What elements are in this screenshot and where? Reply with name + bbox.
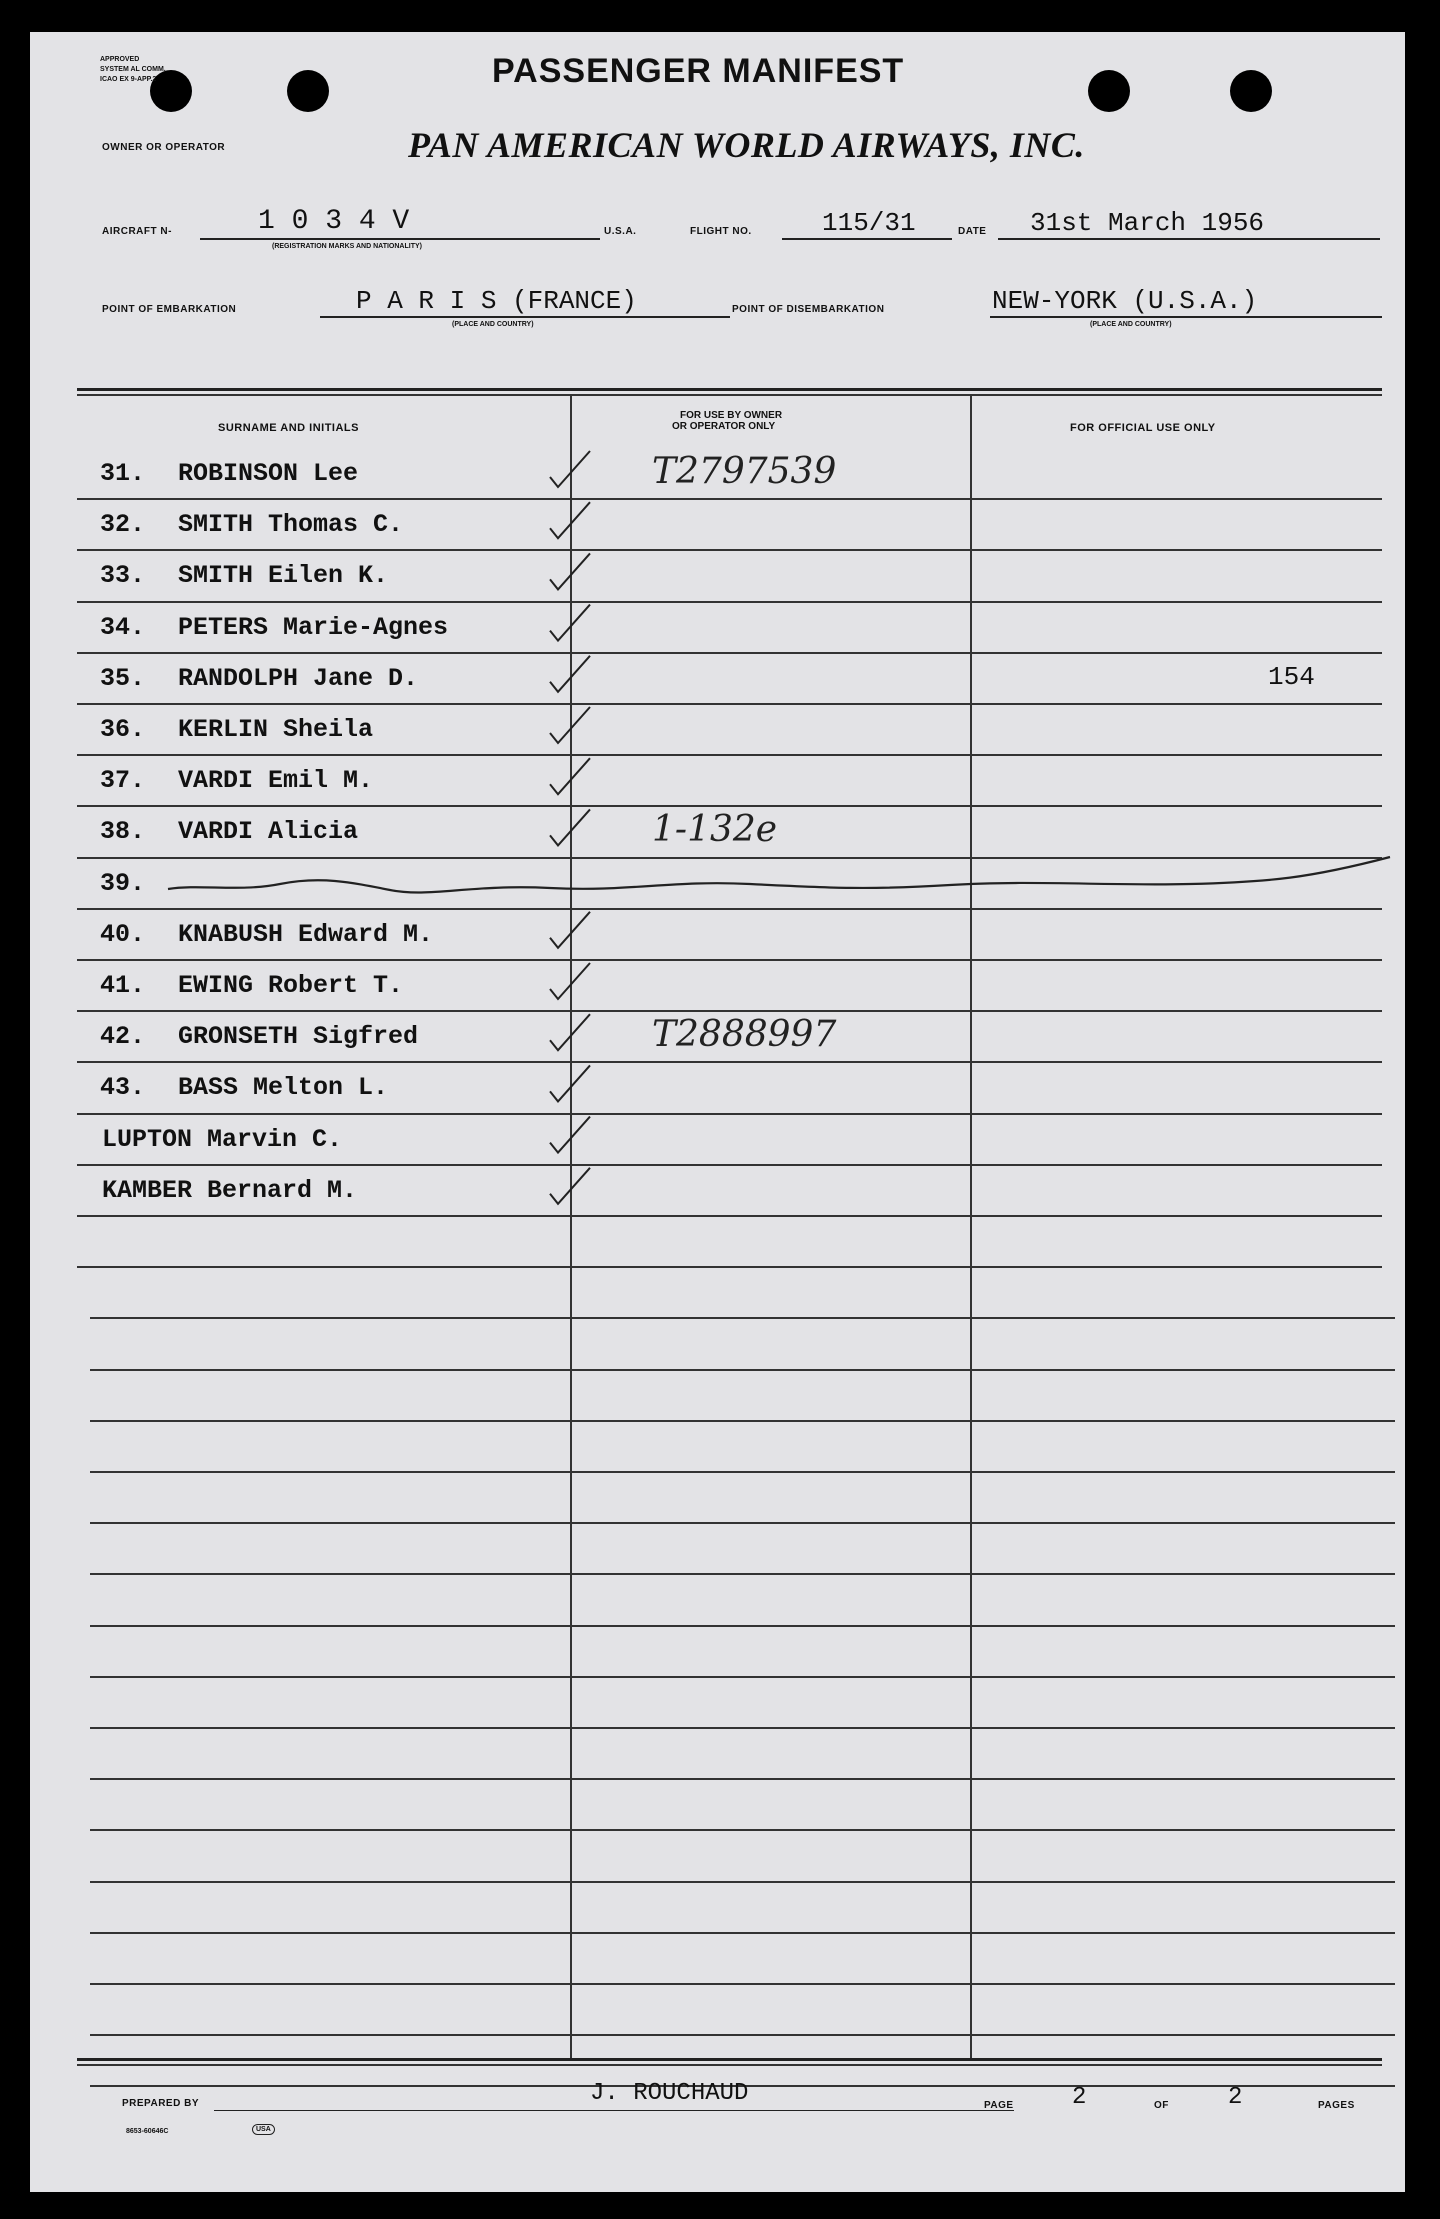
check-mark — [550, 1065, 590, 1101]
usa-stamp: USA — [252, 2124, 275, 2135]
row-number: 31. — [100, 459, 146, 488]
flight-value: 115/31 — [822, 208, 916, 238]
row-number: 34. — [100, 613, 146, 642]
check-mark — [550, 451, 590, 487]
prepared-label: PREPARED BY — [122, 2098, 199, 2109]
passenger-name: RANDOLPH Jane D. — [178, 664, 419, 693]
passenger-name: VARDI Alicia — [178, 817, 359, 846]
check-mark — [550, 1014, 590, 1050]
row-number: 39. — [100, 869, 146, 898]
disembark-label: POINT OF DISEMBARKATION — [732, 304, 885, 315]
check-mark — [550, 605, 590, 641]
passenger-name: BASS Melton L. — [178, 1073, 389, 1102]
owner-note: T2888997 — [652, 1014, 837, 1055]
passenger-name: LUPTON Marvin C. — [102, 1125, 343, 1154]
manifest-sheet — [30, 32, 1405, 2192]
pages-label: PAGES — [1318, 2100, 1355, 2111]
flight-label: FLIGHT NO. — [690, 226, 752, 237]
check-mark — [550, 656, 590, 692]
prepared-value: J. ROUCHAUD — [590, 2080, 749, 2107]
check-mark — [550, 809, 590, 845]
row-number: 36. — [100, 715, 146, 744]
check-mark — [550, 1117, 590, 1153]
passenger-name: EWING Robert T. — [178, 971, 404, 1000]
embark-value: P A R I S (FRANCE) — [356, 286, 637, 316]
approval-line: ICAO EX 9-APP.2 — [100, 76, 157, 83]
row-number: 35. — [100, 664, 146, 693]
passenger-name: VARDI Emil M. — [178, 766, 374, 795]
passenger-name: KERLIN Sheila — [178, 715, 374, 744]
owner-value: PAN AMERICAN WORLD AIRWAYS, INC. — [408, 125, 1085, 165]
row-number: 38. — [100, 817, 146, 846]
aircraft-value: 1 0 3 4 V — [258, 206, 410, 237]
page-value: 2 — [1072, 2084, 1087, 2111]
check-mark — [550, 707, 590, 743]
embark-label: POINT OF EMBARKATION — [102, 304, 237, 315]
passenger-name: GRONSETH Sigfred — [178, 1022, 419, 1051]
disembark-value: NEW-YORK (U.S.A.) — [992, 286, 1258, 316]
passenger-name: ROBINSON Lee — [178, 459, 359, 488]
aircraft-label: AIRCRAFT N- — [102, 226, 172, 237]
form-code: 8653-60646C — [126, 2128, 169, 2135]
passenger-name: SMITH Thomas C. — [178, 510, 404, 539]
col-header-official: FOR OFFICIAL USE ONLY — [1070, 422, 1216, 434]
check-marks — [30, 32, 1405, 2192]
approval-line: SYSTEM AL COMM. — [100, 66, 166, 73]
check-mark — [550, 1168, 590, 1204]
page-label: PAGE — [984, 2100, 1014, 2111]
of-label: OF — [1154, 2100, 1169, 2111]
owner-note: T2797539 — [652, 451, 837, 492]
passenger-name: PETERS Marie-Agnes — [178, 613, 449, 642]
passenger-name: KAMBER Bernard M. — [102, 1176, 358, 1205]
of-value: 2 — [1228, 2084, 1243, 2111]
passenger-name: SMITH Eilen K. — [178, 561, 389, 590]
col-header-owner: OR OPERATOR ONLY — [672, 421, 776, 432]
col-header-name: SURNAME AND INITIALS — [218, 422, 359, 434]
page-title: PASSENGER MANIFEST — [492, 52, 905, 90]
owner-label: OWNER OR OPERATOR — [102, 142, 226, 153]
embark-caption: (PLACE AND COUNTRY) — [452, 321, 534, 328]
official-note: 154 — [1268, 662, 1315, 692]
row-number: 40. — [100, 920, 146, 949]
row-number: 42. — [100, 1022, 146, 1051]
row-number: 32. — [100, 510, 146, 539]
registration-caption: (REGISTRATION MARKS AND NATIONALITY) — [272, 243, 422, 250]
row-number: 41. — [100, 971, 146, 1000]
row-number: 37. — [100, 766, 146, 795]
date-value: 31st March 1956 — [1030, 208, 1265, 238]
usa-label: U.S.A. — [604, 226, 637, 237]
check-mark — [550, 963, 590, 999]
col-header-owner: FOR USE BY OWNER — [680, 410, 783, 421]
approval-line: APPROVED — [100, 56, 140, 63]
check-mark — [550, 502, 590, 538]
row-number: 33. — [100, 561, 146, 590]
disembark-caption: (PLACE AND COUNTRY) — [1090, 321, 1172, 328]
passenger-name: KNABUSH Edward M. — [178, 920, 434, 949]
check-mark — [550, 758, 590, 794]
check-mark — [550, 912, 590, 948]
row-number: 43. — [100, 1073, 146, 1102]
check-mark — [550, 553, 590, 589]
owner-note: 1-132e — [652, 809, 778, 850]
date-label: DATE — [958, 226, 987, 237]
